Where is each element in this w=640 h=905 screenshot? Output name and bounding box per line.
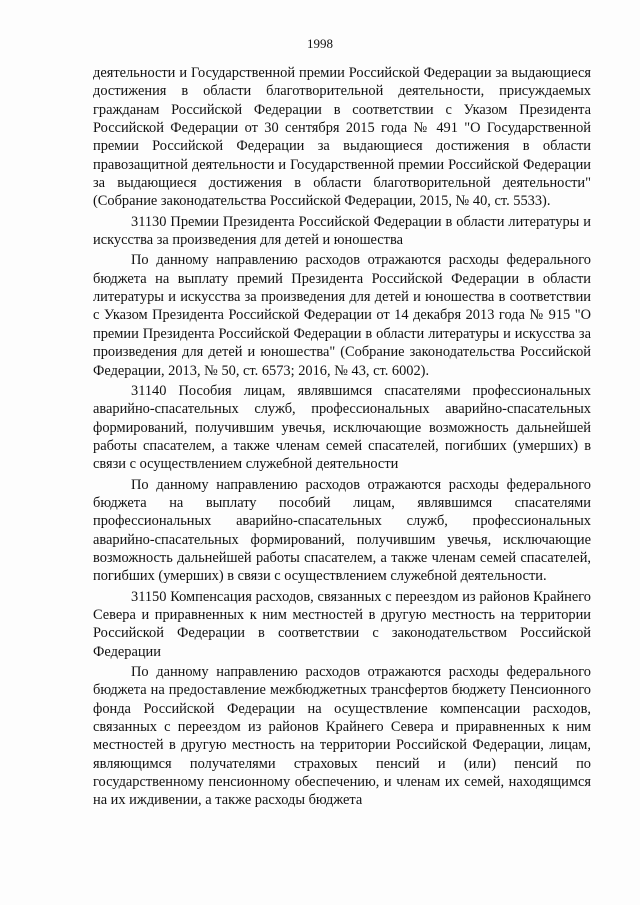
paragraph-continuation: деятельности и Государственной премии Российской Федерации за выдающиеся достижения в области благотворительной деятельности, присуждаемых гражданам Российской Федерации в соответствии с Указом Президента Российской Федерации от 30 сентября 2015 года № 491 "О Государственной премии Российской Федерации за выдающиеся достижения в области правозащитной деятельности и Государственной премии Российской Федерации за выдающиеся достижения в области благотворительной деятельности" (Собрание законодательства Российской Федерации, 2015, № 40, ст. 5533). [93,65,591,210]
paragraph-heading-31150: 31150 Компенсация расходов, связанных с переездом из районов Крайнего Севера и приравненных к ним местностей в другую местность на территории Российской Федерации в соответствии с законодательством Российской Федерации [93,588,591,660]
paragraph-heading-31140: 31140 Пособия лицам, являвшимся спасателями профессиональных аварийно-спасательных служб, профессиональных аварийно-спасательных формирований, получившим увечья, исключающие возможность дальнейшей работы спасателем, а также членам семей спасателей, погибших (умерших) в связи с осуществлением служебной деятельности [93,382,591,473]
document-body [93,64,591,812]
paragraph-31130-description: По данному направлению расходов отражаются расходы федерального бюджета на выплату премий Президента Российской Федерации в области литературы и искусства за произведения для детей и юношества в соответствии с Указом Президента Российской Федерации от 14 декабря 2013 года № 915 "О премии Президента Российской Федерации в области литературы и искусства за произведения для детей и юношества" (Собрание законодательства Российской Федерации, 2013, № 50, ст. 6573; 2016, № 43, ст. 6002). [93,252,591,379]
paragraph-heading-31130: 31130 Премии Президента Российской Федерации в области литературы и искусства за произведения для детей и юношества [93,213,591,249]
paragraph-31140-description: По данному направлению расходов отражаются расходы федерального бюджета на выплату пособий лицам, являвшимся спасателями профессиональных аварийно-спасательных служб, профессиональных аварийно-спасательных формирований, получившим увечья, исключающие возможность дальнейшей работы спасателем, а также членам семей спасателей, погибших (умерших) в связи с осуществлением служебной деятельности. [93,476,591,585]
page-number: 1998 [307,36,333,51]
paragraph-31150-description: По данному направлению расходов отражаются расходы федерального бюджета на предоставление межбюджетных трансфертов бюджету Пенсионного фонда Российской Федерации на осуществление компенсации расходов, связанных с переездом из районов Крайнего Севера и приравненных к ним местностей в другую местность на территории Российской Федерации, лицам, являющимся получателями страховых пенсий и (или) пенсий по государственному пенсионному обеспечению, и членам их семей, находящимся на их иждивении, а также расходы бюджета [93,664,591,809]
